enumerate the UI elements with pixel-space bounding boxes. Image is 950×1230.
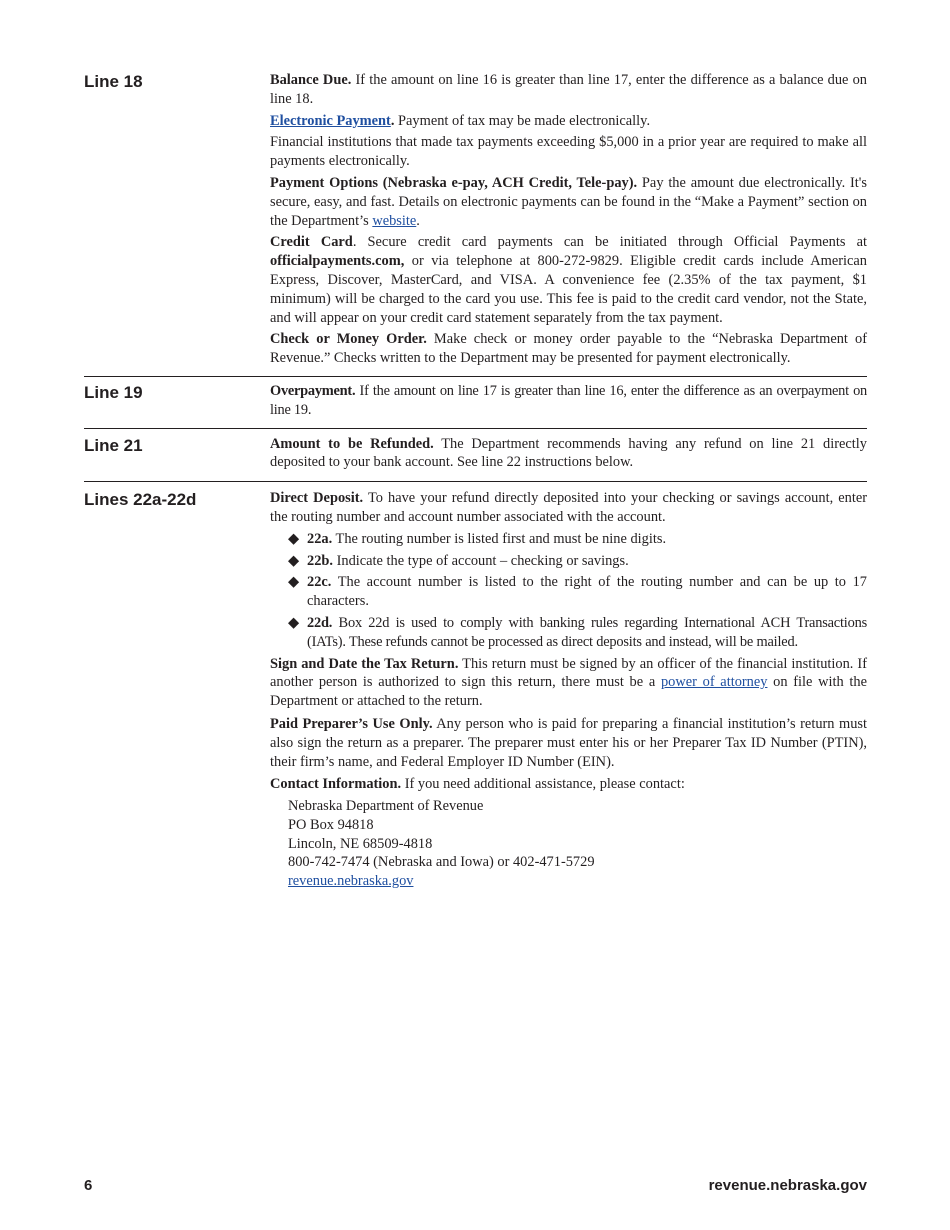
balance-due-paragraph: Balance Due. If the amount on line 16 is greater than line 17, enter the difference as a balance due on line 18. — [270, 72, 867, 107]
electronic-payment-paragraph: Electronic Payment. Payment of tax may be made electronically. — [270, 112, 651, 129]
lines-22-content — [270, 489, 867, 891]
revenue-website-link[interactable]: revenue.nebraska.gov — [288, 873, 414, 890]
website-link[interactable]: website — [372, 212, 417, 229]
direct-deposit-paragraph: Direct Deposit. To have your refund directly deposited into your checking or savings account, enter the routing number and account number associated with the account. — [270, 490, 868, 525]
line-18-label: Line 18 — [84, 72, 143, 91]
diamond-bullet-icon: ◆ — [288, 552, 300, 569]
list-item: ◆ 22d. Box 22d is used to comply with banking rules regarding International ACH Transactions (IATs). These refunds cannot be processed as direct deposits and instead, will be mailed. — [288, 614, 867, 650]
contact-address — [270, 797, 867, 891]
check-money-order-paragraph: Check or Money Order. Make check or money order payable to the “Nebraska Department of Revenue.” Checks written to the Department may be presented for payment electronically. — [270, 331, 867, 367]
diamond-bullet-icon: ◆ — [288, 614, 299, 631]
sign-date-paragraph: Sign and Date the Tax Return. This return must be signed by an officer of the financial institution. If another person is authorized to sign this return, there must be a power of attorney on file with the Department or attached to the return. — [270, 655, 868, 710]
section-line-21 — [84, 435, 867, 476]
instructions-page — [84, 0, 867, 891]
power-of-attorney-link[interactable]: power of attorney — [660, 674, 768, 691]
page-footer — [84, 1177, 867, 1194]
diamond-bullet-icon: ◆ — [288, 574, 300, 591]
refund-paragraph: Amount to be Refunded. The Department recommends having any refund on line 21 directly deposited to your bank account. See line 22 instructions below. — [270, 435, 867, 471]
contact-information-paragraph: Contact Information. If you need additional assistance, please contact: — [270, 776, 685, 793]
credit-card-paragraph: Credit Card. Secure credit card payments can be initiated through Official Payments at officialpayments.com, or via telephone at 800-272-9829. Eligible credit cards include American Express, Discover, MasterCard, and VISA. A convenience fee (2.35% of the tax payment, $1 minimum) will be charged to the card you use. This fee is paid to the credit card vendor, not the State, and will appear on your credit card statement separately from the tax payment. — [270, 234, 867, 326]
section-divider — [84, 428, 867, 429]
address-line: PO Box 94818 — [288, 816, 374, 833]
payment-options-paragraph: Payment Options (Nebraska e-pay, ACH Credit, Tele-pay). Pay the amount due electronically. It's secure, easy, and fast. Details on electronic payments can be found in the “Make a Payment” section on the Department’s website. — [270, 174, 867, 229]
section-lines-22 — [84, 489, 867, 891]
list-item: ◆ 22c. The account number is listed to the right of the routing number and can be up to 17 characters. — [288, 574, 867, 610]
line-19-content — [270, 382, 867, 423]
electronic-payment-link[interactable]: Electronic Payment — [270, 112, 391, 129]
financial-institutions-paragraph: Financial institutions that made tax payments exceeding $5,000 in a prior year are required to make all payments electronically. — [270, 134, 867, 170]
address-line: Lincoln, NE 68509-4818 — [288, 835, 433, 852]
diamond-bullet-icon: ◆ — [288, 530, 300, 547]
paid-preparer-paragraph: Paid Preparer’s Use Only. Any person who is paid for preparing a financial institution’s return must also sign the return as a preparer. The preparer must enter his or her Preparer Tax ID Number (PTIN), their firm’s name, and Federal Employer ID Number (EIN). — [270, 715, 867, 770]
line-21-content — [270, 435, 867, 476]
section-line-18 — [84, 71, 867, 371]
line-21-label: Line 21 — [84, 435, 143, 455]
list-item: ◆ 22b. Indicate the type of account – checking or savings. — [288, 552, 629, 569]
line-19-label: Line 19 — [84, 382, 143, 402]
page-number: 6 — [84, 1177, 93, 1194]
lines-22-label: Lines 22a-22d — [84, 490, 197, 510]
section-divider — [84, 481, 867, 482]
overpayment-paragraph: Overpayment. If the amount on line 17 is greater than line 16, enter the difference as an overpayment on line 19. — [270, 382, 867, 418]
section-line-19 — [84, 382, 867, 423]
footer-site: revenue.nebraska.gov — [708, 1177, 867, 1194]
section-divider — [84, 376, 867, 377]
phone-line: 800-742-7474 (Nebraska and Iowa) or 402-471-5729 — [288, 854, 595, 871]
address-line: Nebraska Department of Revenue — [288, 798, 484, 815]
direct-deposit-bullets — [270, 530, 867, 652]
line-18-content — [270, 71, 867, 371]
list-item: ◆ 22a. The routing number is listed first and must be nine digits. — [288, 530, 667, 547]
